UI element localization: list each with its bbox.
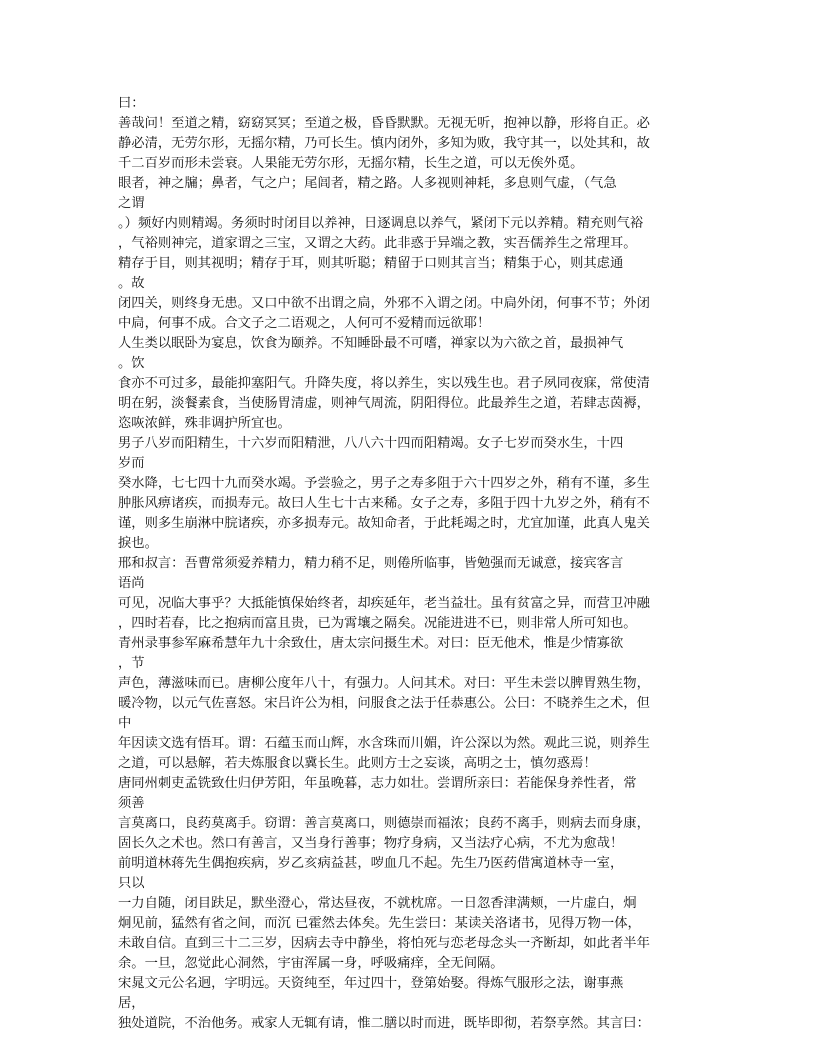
text-line: 。饮 xyxy=(118,356,145,371)
text-line: 静必清，无劳尔形，无摇尔精，乃可长生。慎内闭外，多知为败，我守其一，以处其和，故 xyxy=(118,136,650,151)
text-line: 一力自随，闭目趺足，默坐澄心，常达昼夜，不就枕席。一日忽香津满颊，一片虚白，炯 xyxy=(118,896,637,911)
text-line: 年因读文选有悟耳。谓：石蕴玉而山辉，水含珠而川媚，许公深以为然。观此三说，则养生 xyxy=(118,736,650,751)
text-line: 癸水降，七七四十九而癸水竭。予尝验之，男子之寿多阻于六十四岁之外，稍有不谨，多生 xyxy=(118,476,650,491)
text-line: 之谓 xyxy=(118,196,145,211)
text-line: 须善 xyxy=(118,796,145,811)
text-line: 只以 xyxy=(118,876,145,891)
text-line: 言莫离口，良药莫离手。窃谓：善言莫离口，则德崇而福浓；良药不离手，则病去而身康， xyxy=(118,816,650,831)
text-line: 。）频好内则精竭。务须时时闭目以养神，日逐调息以养气，紧闭下元以养精。精充则气裕 xyxy=(118,216,644,231)
text-line: 捩也。 xyxy=(118,536,158,551)
text-line: 肿胀风痹诸疾，而损寿元。故曰人生七十古来稀。女子之寿，多阻于四十九岁之外，稍有不 xyxy=(118,496,650,511)
text-line: 青州录事参军麻希慧年九十余致仕，唐太宗问摄生术。对曰：臣无他术，惟是少情寡欲 xyxy=(118,636,624,651)
text-line: 邢和叔言：吾曹常须爱养精力，精力稍不足，则倦所临事，皆勉强而无诚意，接宾客言 xyxy=(118,556,624,571)
text-line: 语尚 xyxy=(118,576,145,591)
text-line: 男子八岁而阳精生，十六岁而阳精泄，八八六十四而阳精竭。女子七岁而癸水生，十四 xyxy=(118,436,624,451)
text-line: 精存于目，则其视明；精存于耳，则其听聪；精留于口则其言当；精集于心，则其虑通 xyxy=(118,256,624,271)
text-line: 中扃，何事不成。合文子之二语观之，人何可不爱精而远欲耶！ xyxy=(118,316,491,331)
text-line: 。故 xyxy=(118,276,145,291)
text-line: 岁而 xyxy=(118,456,145,471)
text-line: 前明道林蒋先生偶抱疾病，岁乙亥病益甚，哕血几不起。先生乃医药借寓道林寺一室， xyxy=(118,856,624,871)
text-line: 余。一旦，忽觉此心洞然，宇宙浑属一身，呼吸痛痒，全无间隔。 xyxy=(118,956,504,971)
text-line: 恣咴浓鲜，殊非调护所宜也。 xyxy=(118,416,291,431)
text-line: 人生类以眠卧为宴息，饮食为颐养。不知睡卧最不可嗜，禅家以为六欲之首，最损神气 xyxy=(118,336,624,351)
text-line: 宋晁文元公名迥，字明远。天资纯至，年过四十，登第始娶。得炼气服形之法，谢事燕 xyxy=(118,976,624,991)
text-line: 之道，可以悬解，若夫炼服食以冀长生。此则方士之妄谈，高明之士，慎勿惑焉！ xyxy=(118,756,597,771)
text-line: 居， xyxy=(118,996,145,1011)
text-line: 固长久之术也。然口有善言，又当身行善事；物疗身病，又当法疗心病，不尤为愈哉！ xyxy=(118,836,624,851)
text-line: 明在躬，淡餐素食，当使肠胃清虚，则神气周流，阴阳得位。此最养生之道，若肆志茵褥， xyxy=(118,396,650,411)
document-body xyxy=(118,94,688,1034)
text-line: 食亦不可过多，最能抑塞阳气。升降失度，将以养生，实以残生也。君子夙同夜寐，常使清 xyxy=(118,376,650,391)
text-line: 未敢自信。直到三十二三岁，因病去寺中静坐，将怕死与恋老母念头一齐断却，如此者半年 xyxy=(118,936,650,951)
text-line: 独处道院，不治他务。戒家人无辄有请，惟二膳以时而进，既毕即彻，若祭享然。其言曰： xyxy=(118,1016,650,1031)
text-line: ，气裕则神完，道家谓之三宝，又谓之大药。此非惑于异端之教，实吾儒养生之常理耳。 xyxy=(118,236,637,251)
text-line: 眼者，神之牖；鼻者，气之户；尾闾者，精之路。人多视则神耗，多息则气虚，（气急 xyxy=(118,176,617,191)
text-line: 善哉问！至道之精，窈窈冥冥；至道之极，昏昏默默。无视无听，抱神以静，形将自正。必 xyxy=(118,116,650,131)
text-line: 声色，薄滋味而已。唐柳公度年八十，有强力。人问其术。对曰：平生未尝以脾胃熟生物， xyxy=(118,676,650,691)
text-line: ，节 xyxy=(118,656,145,671)
text-line: 炯见前，猛然有省之间，而沉 已霍然去体矣。先生尝曰：某读关洛诸书，见得万物一体， xyxy=(118,916,641,931)
text-line: 唐同州刺吏孟铣致仕归伊芳阳，年虽晚暮，志力如壮。尝谓所亲曰：若能保身养性者，常 xyxy=(118,776,637,791)
text-line: 闭四关，则终身无患。又口中欲不出谓之扃，外邪不入谓之闭。中扃外闭，何事不节；外闭 xyxy=(118,296,650,311)
text-line: 中 xyxy=(118,716,132,731)
text-line: ，四时若春，比之抱病而富且贵，已为霄壤之隔矣。况能进进不已，则非常人所可知也。 xyxy=(118,616,637,631)
text-line: 暖冷物，以元气佐喜怒。宋吕许公为相，问服食之法于任恭惠公。公曰：不晓养生之术，但 xyxy=(118,696,650,711)
text-line: 谨，则多生崩淋中脘诸疾，亦多损寿元。故知命者，于此耗竭之时，尤宜加谨，此真人鬼关 xyxy=(118,516,650,531)
text-line: 千二百岁而形未尝衰。人果能无劳尔形，无摇尔精，长生之道，可以无俟外觅。 xyxy=(118,156,584,171)
text-line: 可见，况临大事乎？大抵能慎保始终者，却疾延年，老当益壮。虽有贫富之异，而营卫冲融 xyxy=(118,596,650,611)
text-line: 曰： xyxy=(118,96,145,111)
